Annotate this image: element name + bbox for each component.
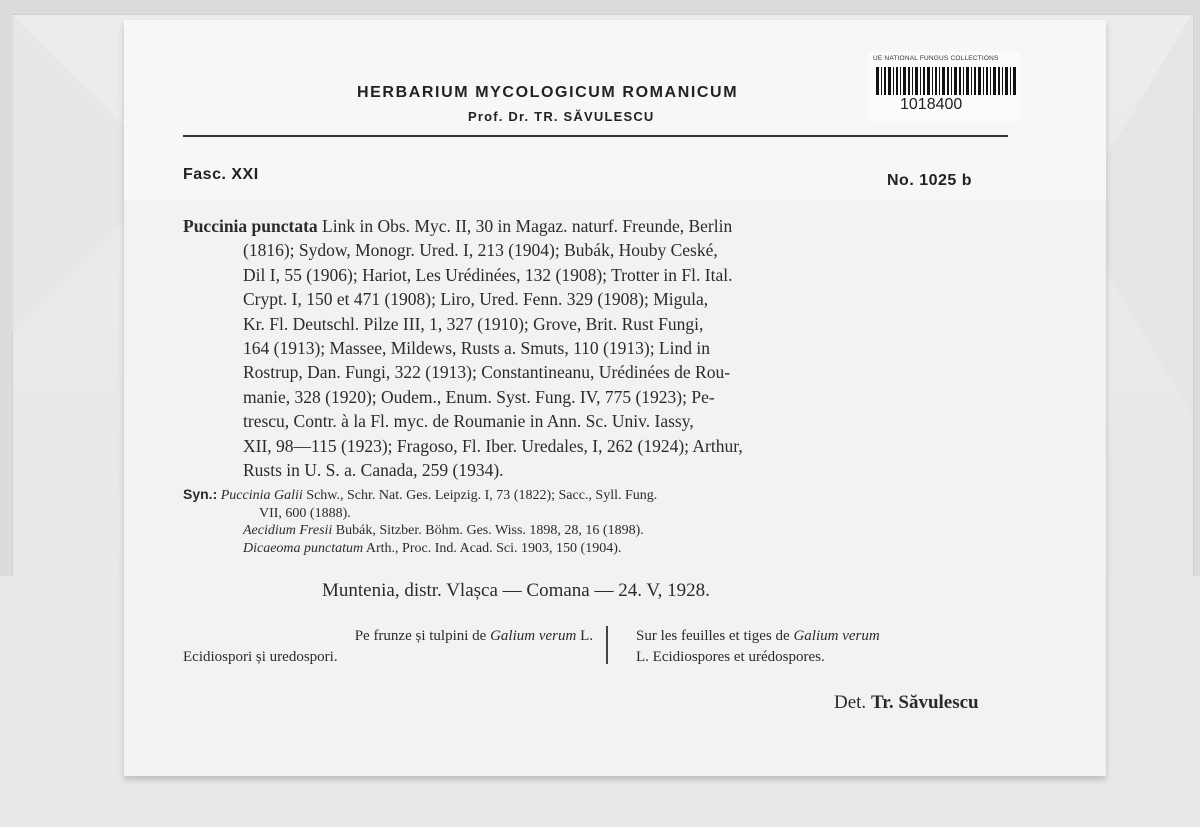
synonym-name: Dicaeoma punctatum [243,540,364,556]
header-rule [183,135,1008,137]
barcode-number: 1018400 [900,96,963,113]
bibliography-line: 164 (1913); Massee, Mildews, Rusts a. Smuts, 110 (1913); Lind in [243,338,710,359]
determiner: Det. Tr. Săvulescu [834,692,979,713]
synonym-name: Aecidium Fresii [243,523,333,539]
bibliography-line: trescu, Contr. à la Fl. myc. de Roumanie in Ann. Sc. Univ. Iassy, [243,411,694,432]
synonym-entry: Dicaeoma punctatum Arth., Proc. Ind. Acad. Sci. 1903, 150 (1904). [243,540,622,556]
species-bibliography [183,214,1023,482]
herbarium-title: HERBARIUM MYCOLOGICUM ROMANICUM [357,84,739,101]
herbarium-subtitle: Prof. Dr. TR. SĂVULESCU [468,109,655,124]
bibliography-line: Crypt. I, 150 et 471 (1908); Liro, Ured. Fenn. 329 (1908); Migula, [243,289,709,310]
bibliography-line: Kr. Fl. Deutschl. Pilze III, 1, 327 (1910); Grove, Brit. Rust Fungi, [243,313,704,334]
bibliography-line: manie, 328 (1920); Oudem., Enum. Syst. Fung. IV, 775 (1923); Pe- [243,386,715,407]
host-romanian: Pe frunze și tulpini de Galium verum L. Ecidiospori și uredospori. [183,628,593,665]
synonym-continuation: VII, 600 (1888). [259,505,351,521]
bibliography-line: Puccinia punctata Link in Obs. Myc. II, 30 in Magaz. naturf. Freunde, Berlin [183,216,733,236]
bibliography-line: Rostrup, Dan. Fungi, 322 (1913); Constantineanu, Urédinées de Rou- [243,362,731,383]
bibliography-line: Dil I, 55 (1906); Hariot, Les Urédinées, 132 (1908); Trotter in Fl. Ital. [243,264,733,285]
synonym-entry: Syn.: Puccinia Galii Schw., Schr. Nat. Ges. Leipzig. I, 73 (1822); Sacc., Syll. Fung. [183,486,658,503]
species-name: Puccinia punctata [183,216,318,236]
synonym-name: Puccinia Galii [220,488,303,503]
bibliography-line: XII, 98—115 (1923); Fragoso, Fl. Iber. Uredales, I, 262 (1924); Arthur, [243,435,743,456]
synonym-entry: Aecidium Fresii Bubák, Sitzber. Böhm. Ges. Wiss. 1898, 28, 16 (1898). [243,523,644,539]
specimen-number: No. 1025 b [887,172,973,189]
host-french: Sur les feuilles et tiges de Galium verum L. Ecidiospores et urédospores. [636,628,880,665]
synonyms-block [183,486,1043,557]
bibliography-line: (1816); Sydow, Monogr. Ured. I, 213 (1904); Bubák, Houby Ceské, [243,240,718,261]
host-species: Galium verum [490,628,577,644]
synonyms-label: Syn.: [183,486,218,502]
barcode-caption: UE NATIONAL FUNGUS COLLECTIONS [873,55,999,62]
barcode-icon [876,67,1016,95]
determiner-name: Tr. Săvulescu [870,692,979,713]
host-species: Galium verum [793,628,880,644]
bibliography-line: Rusts in U. S. a. Canada, 259 (1934). [243,460,504,481]
column-divider [606,626,608,664]
fascicle-label: Fasc. XXI [183,166,259,183]
collection-locality: Muntenia, distr. Vlașca — Comana — 24. V, 1928. [322,580,710,601]
